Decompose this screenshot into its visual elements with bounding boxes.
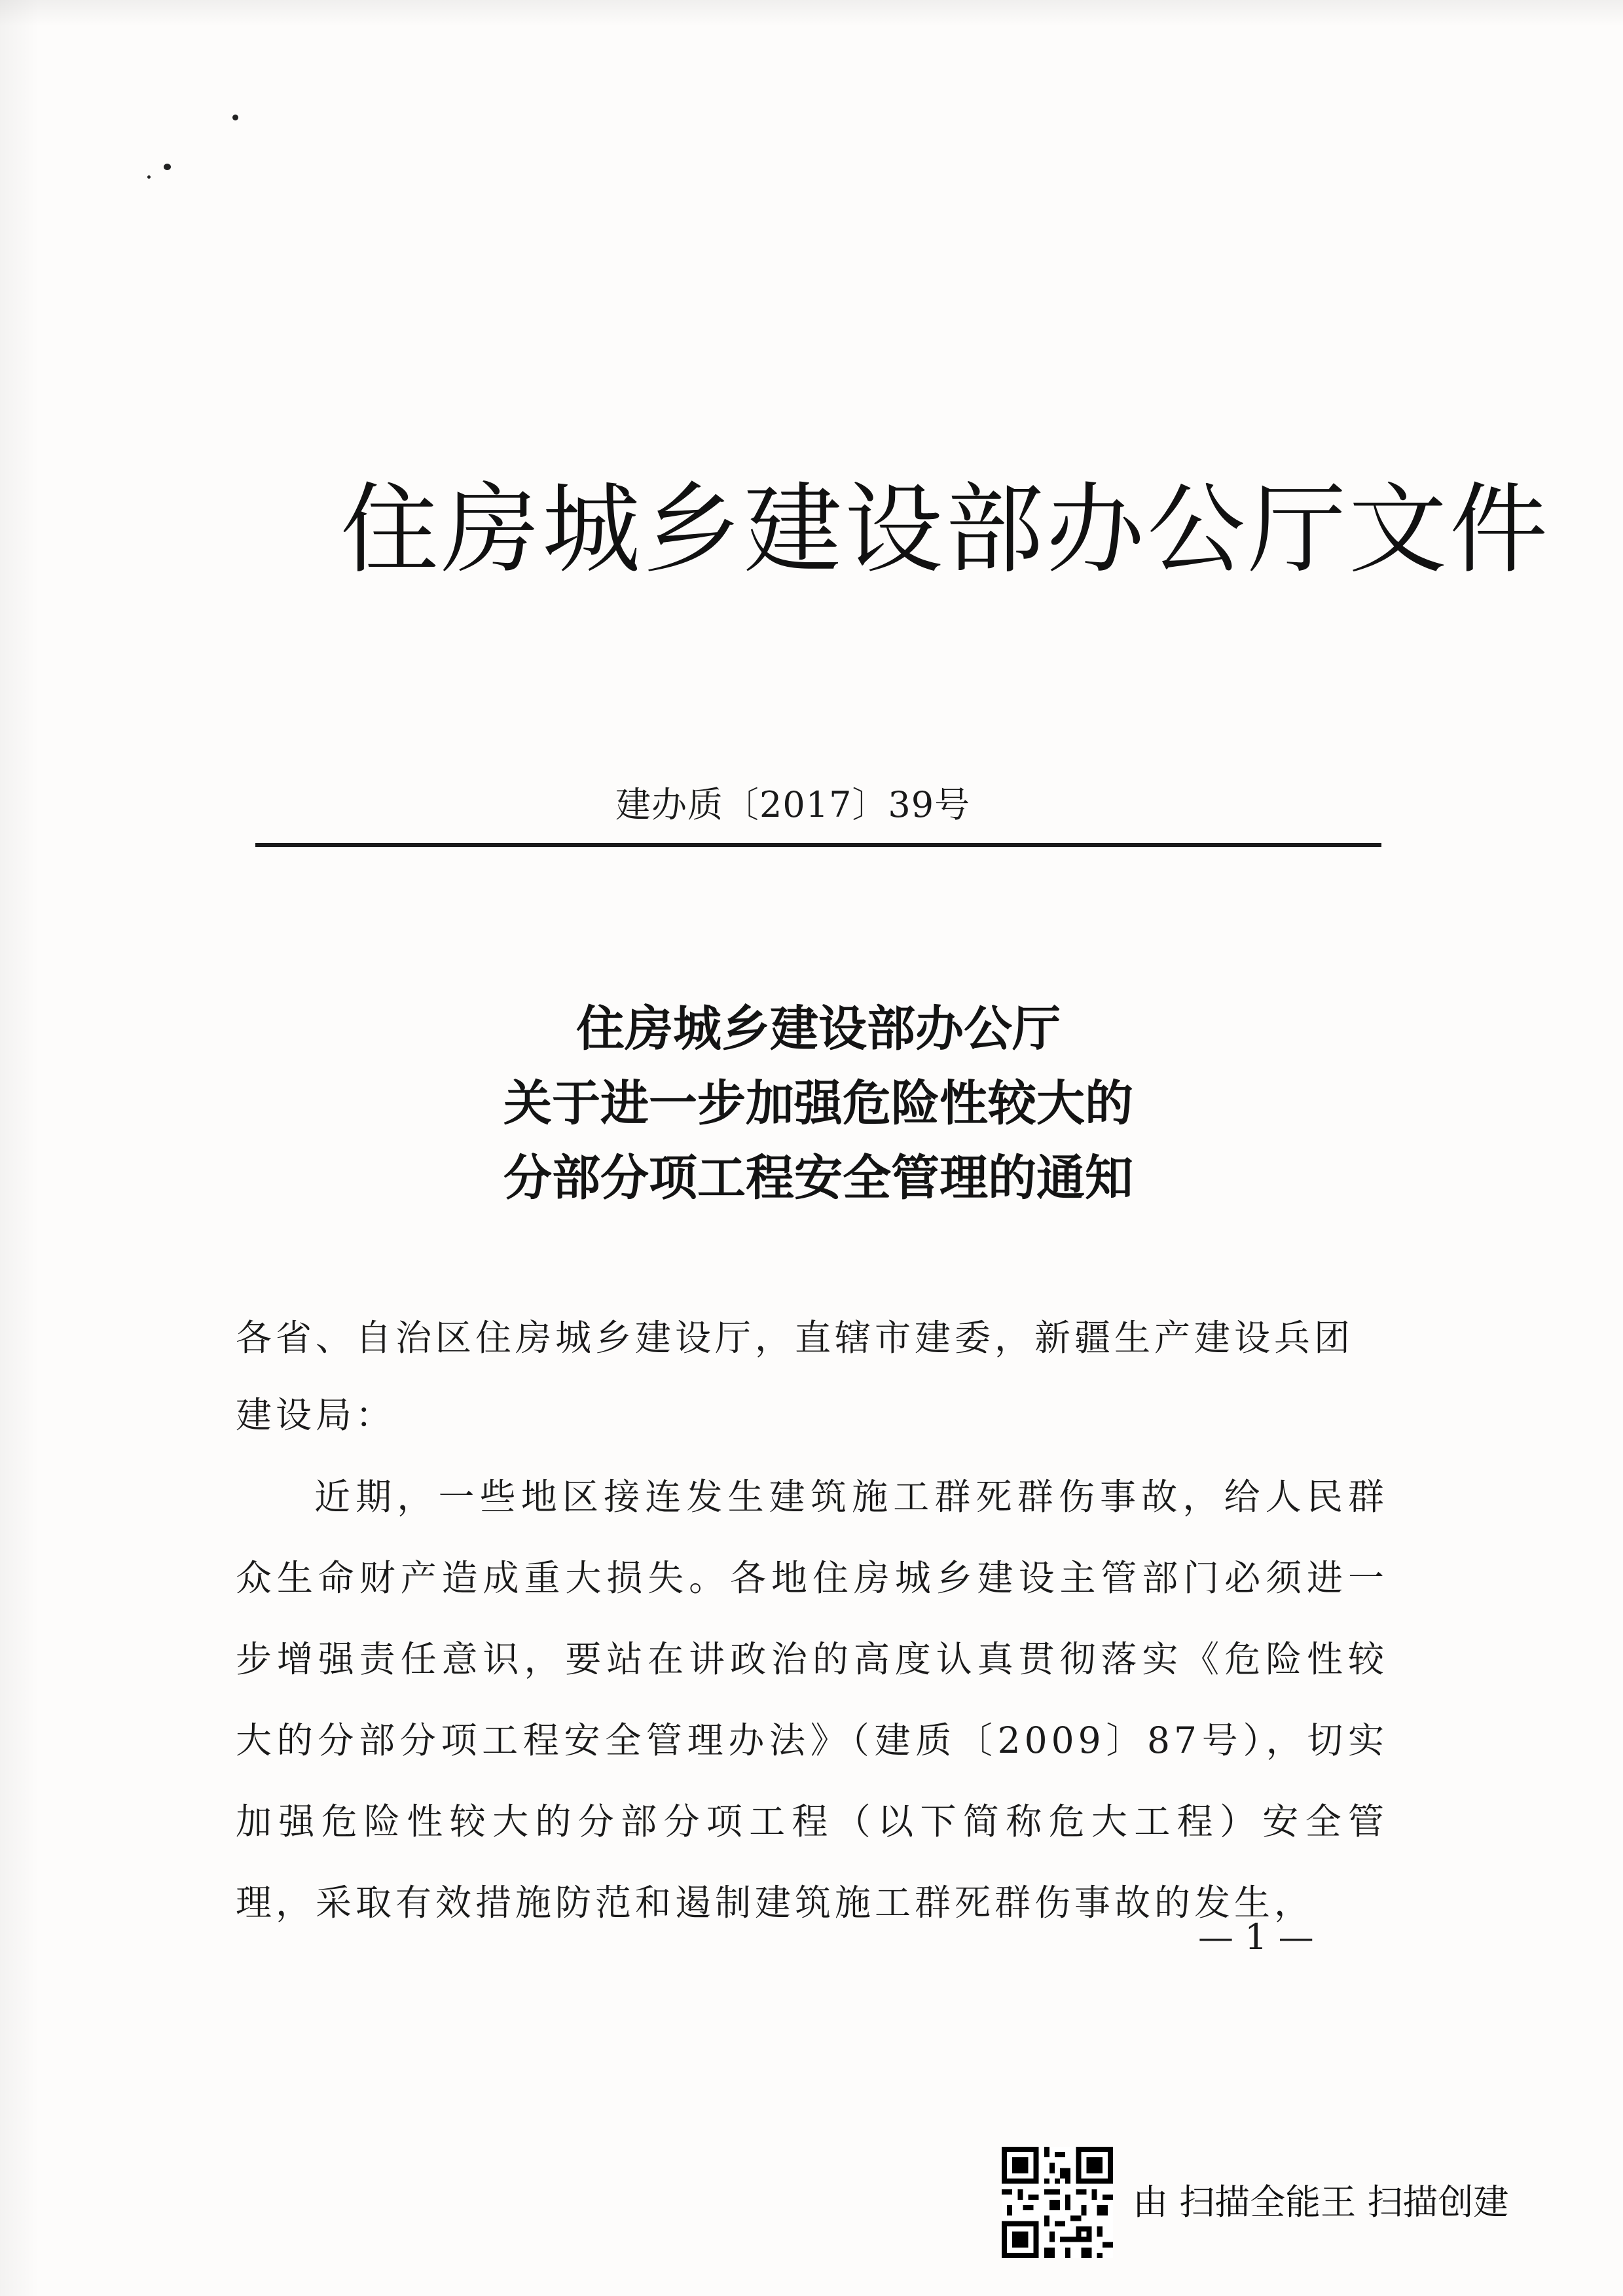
watermark-text: 由 扫描全能王 扫描创建 <box>1133 2181 1509 2223</box>
notice-title-line: 关于进一步加强危险性较大的 <box>503 1075 1133 1132</box>
page-number: — 1 — <box>1198 1916 1314 1958</box>
qr-code-icon <box>1002 2147 1113 2258</box>
notice-title-line: 分部分项工程安全管理的通知 <box>503 1150 1133 1206</box>
document-number: 建办质〔2017〕39号 <box>615 784 971 825</box>
body-paragraph: 近期，一些地区接连发生建筑施工群死群伤事故，给人民群众生命财产造成重大损失。各地住房城乡建设主管部门必须进一步增强责任意识，要站在讲政治的高度认真贯彻落实《危险性较大的分部分项工程安全管理办法》（建质〔2009〕87号），切实加强危险性较大的分部分项工程（以下简称危大工程）安全管理，采取有效措施防范和遏制建筑施工群死群伤事故的发生， <box>236 1476 1388 1924</box>
addressee: 各省、自治区住房城乡建设厅，直辖市建委，新疆生产建设兵团建设局： <box>236 1317 1355 1436</box>
header-divider <box>255 843 1381 847</box>
notice-title-line: 住房城乡建设部办公厅 <box>576 1001 1061 1057</box>
notice-title <box>255 992 1381 1215</box>
scan-speck <box>164 164 171 170</box>
scan-shadow-top <box>0 0 1623 26</box>
header-title: 住房城乡建设部办公厅文件 <box>340 473 1551 587</box>
scan-speck <box>147 175 151 179</box>
scan-shadow-left <box>0 0 39 2296</box>
scan-speck <box>232 115 238 120</box>
scanner-watermark <box>1002 2147 1604 2278</box>
